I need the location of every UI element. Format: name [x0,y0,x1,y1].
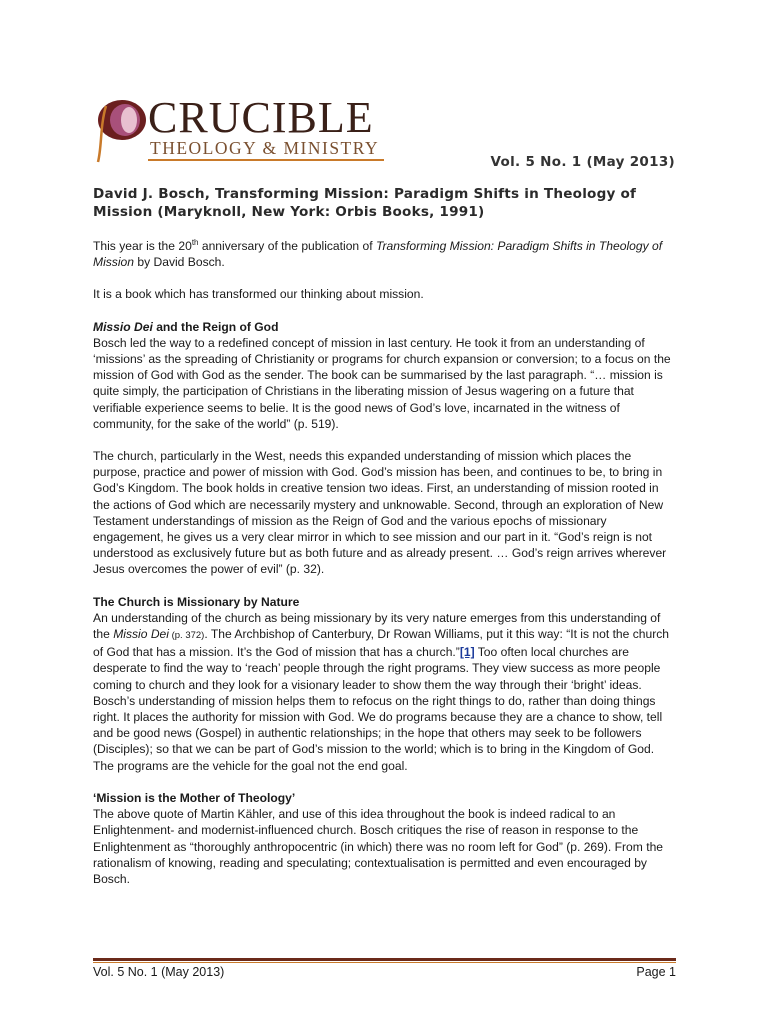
heading-mother-of-theology: ‘Mission is the Mother of Theology’ [93,790,296,805]
issue-label: Vol. 5 No. 1 (May 2013) [490,154,675,170]
paragraph-6: The above quote of Martin Kähler, and use of this idea throughout the book is indeed radical to an Enlightenment- and modernist-influenced church. Bosch critiques the rise of reason in response to the Enlightenment as “thoroughly anthropocentric (in which) there was no room left for God” (p. 269). From the rationalism of knowing, reading and speculating; contextualisation is permitted and even encouraged by Bosch. [93,807,664,886]
crucible-logo-icon [92,96,150,166]
logo-underline [148,159,384,161]
heading-missio-dei: Missio Dei and the Reign of God [93,319,279,334]
article-title: David J. Bosch, Transforming Mission: Paradigm Shifts in Theology of Mission (Maryknoll, New York: Orbis Books, 1991) [93,186,637,220]
paragraph-4: The church, particularly in the West, needs this expanded understanding of mission which places the purpose, practice and power of mission with God. God’s mission has been, and continues to be, to bring in God’s Kingdom. The book holds in creative tension two ideas. First, an understanding of mission rooted in the actions of God which are necessarily mystery and unknowable. Second, through an exploration of New Testament understandings of mission as the Reign of God and the various epochs of missionary engagement, he gives us a very clear mirror in which to see mission and our part in it. “God’s reign is not understood as exclusively future but as both future and as already present. … God’s reign arrives wherever Jesus overcomes the power of evil” (p. 32). [93,449,667,577]
intro-paragraph: This year is the 20th anniversary of the publication of Transforming Mission: Paradigm Shifts in Theology of Mission by David Bosch. [93,237,663,270]
article-body [93,238,676,903]
paragraph-3: Bosch led the way to a redefined concept of mission in last century. He took it from an understanding of ‘missions’ as the spreading of Christianity or programs for church expansion or conversion; to a focus on the mission of God with God as the sender. The book can be summarised by the last paragraph. “… mission is quite simply, the participation of Christians in the liberating mission of Jesus wagering on a future that verifiable experience seems to belie. It is the good news of God’s love, incarnated in the witness of community, for the sake of the world” (p. 519). [93,335,671,431]
footer-divider-accent [93,962,676,963]
crucible-logo [92,93,392,166]
heading-church-missionary: The Church is Missionary by Nature [93,594,300,609]
footer-divider [93,958,676,961]
footer-issue: Vol. 5 No. 1 (May 2013) [93,965,225,979]
logo-wordmark: CRUCIBLE [148,93,374,142]
paragraph-5: An understanding of the church as being missionary by its very nature emerges from this understanding of the Missio Dei (p. 372). The Archbishop of Canterbury, Dr Rowan Williams, put it this way: “It is not the church of God that has a mission. It’s the God of mission that has a church.”[1] Too often local churches are desperate to find the way to ‘reach’ people through the right programs. They view success as more people coming to church and they look for a visionary leader to show them the way through their ‘bright’ ideas. Bosch’s understanding of mission helps them to refocus on the right things to do, rather than doing things right. It places the authority for mission with God. We do programs because they are a chance to show, tell and be good news (Gospel) in authentic relationships; in the hope that others may seek to be followers (Disciples); so that we can be part of God’s mission to the world; which is to bring in the Kingdom of God. The programs are the vehicle for the goal not the end goal. [93,610,670,773]
footnote-link-1[interactable]: [1] [459,645,475,660]
paragraph-2: It is a book which has transformed our thinking about mission. [93,287,424,302]
logo-tagline: THEOLOGY & MINISTRY [150,138,380,158]
page-number: Page 1 [636,965,676,979]
